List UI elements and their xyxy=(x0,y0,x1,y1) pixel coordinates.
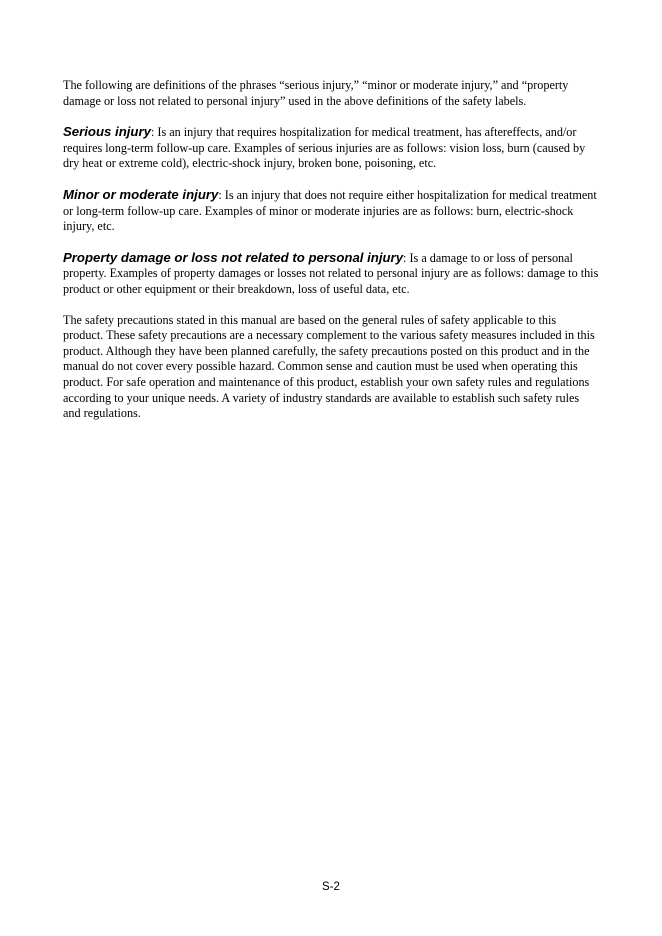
definition-text: : Is an injury that does not require either hospitalization for medical treatment or long-term follow-up care. Examples of minor or moderate injuries are as follows: burn, electric-shock injury, etc. xyxy=(63,187,597,234)
definition-text: : Is a damage to or loss of personal property. Examples of property damages or losses not related to personal injury are as follows: damage to this product or other equipment or their breakdown, loss of useful data, etc. xyxy=(63,250,599,296)
intro-paragraph: The following are definitions of the phrases “serious injury,” “minor or moderate injury,” and “property damage or loss not related to personal injury” used in the above definitions of the safety labels. xyxy=(63,78,569,108)
body-text xyxy=(63,78,599,437)
definition-serious-injury xyxy=(63,124,599,172)
definition-term: Property damage or loss not related to personal injury xyxy=(63,249,404,265)
definition-term: Serious injury xyxy=(63,124,151,140)
definition-term: Minor or moderate injury xyxy=(63,186,219,202)
closing-paragraph: The safety precautions stated in this manual are based on the general rules of safety applicable to this product. These safety precautions are a necessary complement to the various safety measures included in this product. Although they have been planned carefully, the safety precautions posted on this product and in the manual do not cover every possible hazard. Common sense and caution must be used when operating this product. For safe operation and maintenance of this product, establish your own safety rules and regulations according to your unique needs. A variety of industry standards are available to establish such safety rules and regulations. xyxy=(63,312,595,421)
definition-text: : Is an injury that requires hospitalization for medical treatment, has aftereffects, and/or requires long-term follow-up care. Examples of serious injuries are as follows: vision loss, burn (caused by dry heat or extreme cold), electric-shock injury, broken bone, poisoning, etc. xyxy=(63,125,586,171)
page-number: S-2 xyxy=(322,881,340,893)
definition-minor-moderate-injury xyxy=(63,187,599,235)
definition-property-damage xyxy=(63,250,599,298)
